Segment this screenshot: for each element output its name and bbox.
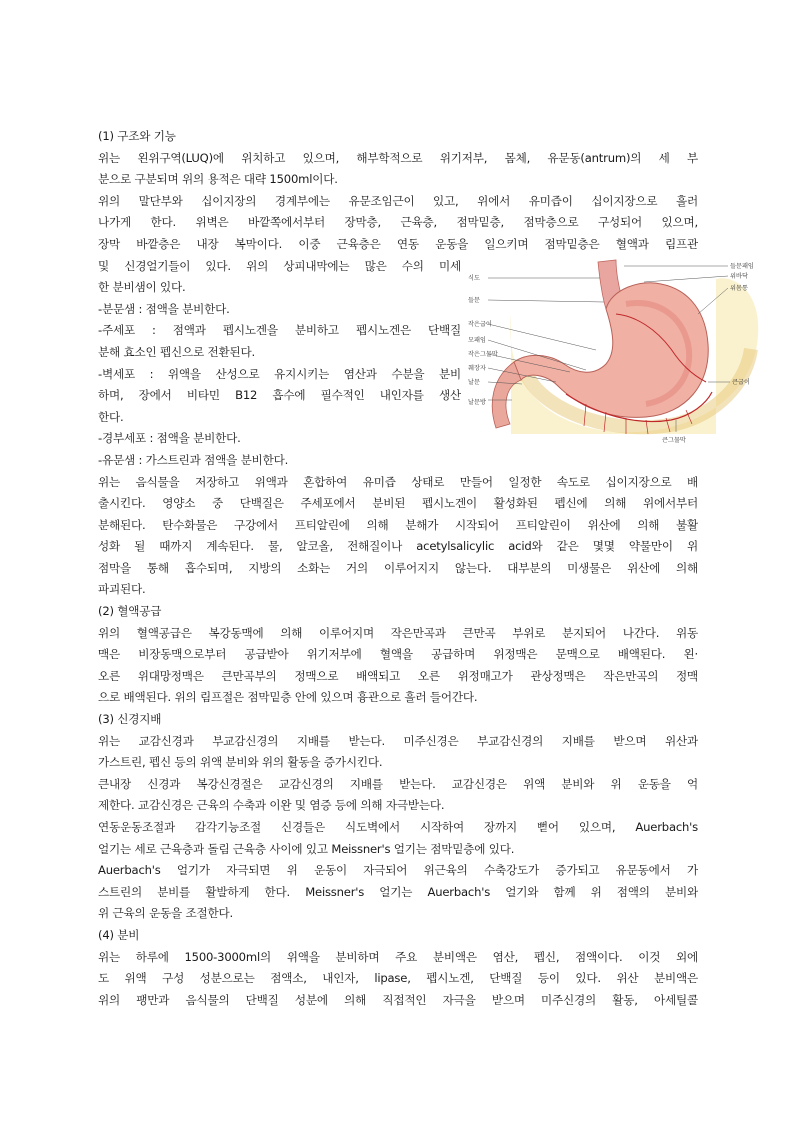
label-greater-curvature: 큰굽이 — [732, 379, 750, 386]
body-line: 도 위액 구성 성분으로는 점액소, 내인자, lipase, 펩시노겐, 단백질 등이 있다. 위산 분비액은 — [98, 971, 698, 986]
body-line: 성화 될 때까지 계속된다. 물, 알코올, 전해질이나 acetylsalicylic acid와 같은 몇몇 약물만이 위 — [98, 539, 698, 554]
label-greater-omentum: 큰그물막 — [662, 437, 686, 444]
body-line: 분으로 구분되며 위의 용적은 대략 1500ml이다. — [98, 172, 338, 187]
body-line: 위의 말단부와 십이지장의 경계부에는 유문조임근이 있고, 위에서 유미즙이 십이지장으로 흘러 — [98, 193, 698, 208]
label-pancreas: 췌장자 — [468, 365, 486, 372]
body-line: 분해된다. 탄수화물은 구강에서 프티알린에 의해 분해가 시작되어 프티알린이 위산에 의해 불활 — [98, 517, 698, 532]
label-cardia: 들문 — [468, 297, 480, 304]
list-item: -벽세포 : 위액을 산성으로 유지시키는 염산과 수분을 분비 — [98, 366, 461, 381]
list-item: 한다. — [98, 409, 124, 424]
label-angular-notch: 모패임 — [468, 337, 486, 344]
body-line: 얼기는 세로 근육층과 돌림 근육층 사이에 있고 Meissner's 얼기는 점막밑층에 있다. — [98, 841, 515, 856]
body-line: 연동운동조절과 감각기능조절 신경들은 식도벽에서 시작하여 장까지 뻗어 있으며, Auerbach's — [98, 820, 698, 834]
body-line: 한 분비샘이 있다. — [98, 280, 186, 295]
stomach-anatomy-figure — [466, 254, 774, 446]
body-line: 위의 팽만과 음식물의 단백질 성분에 의해 직접적인 자극을 받으며 미주신경의 활동, 아세틸콜 — [98, 992, 698, 1007]
body-line: 및 신경얼기들이 있다. 위의 상피내막에는 많은 수의 미세 — [98, 258, 461, 273]
body-line: 오른 위대망정맥은 큰만곡부의 정맥으로 배액되고 오른 위정매고가 관상정맥은 작은만곡의 정맥 — [98, 668, 698, 683]
body-line: 장막 바깥층은 내장 복막이다. 이중 근육층은 연동 운동을 일으키며 점막밑층은 혈액과 림프관 — [98, 236, 698, 251]
body-line: 위의 혈액공급은 복강동맥에 의해 이루어지며 작은만곡과 큰만곡 부위로 분지되어 나간다. 위동 — [98, 625, 698, 640]
list-item: 분해 효소인 펩신으로 전환된다. — [98, 344, 255, 359]
label-body: 위몸통 — [730, 285, 748, 292]
body-line: 으로 배액된다. 위의 림프절은 점막밑층 안에 있으며 흉관으로 흘러 들어간다. — [98, 690, 478, 705]
list-item: -유문샘 : 가스트린과 점액을 분비한다. — [98, 452, 289, 467]
body-line: 점막을 통해 흡수되며, 지방의 소화는 거의 이루어지지 않는다. 대부분의 미생물은 위산에 의해 — [98, 560, 698, 575]
body-line: 맥은 비장동맥으로부터 공급받아 위기저부에 혈액을 공급하며 위정맥은 문맥으로 배액된다. 왼· — [98, 647, 698, 662]
label-fundus: 위바닥 — [730, 273, 748, 280]
body-line: 가스트린, 펩신 등의 위액 분비와 위의 활동을 증가시킨다. — [98, 755, 383, 770]
label-esophagus: 식도 — [468, 275, 480, 282]
label-lesser-curvature: 작은굽이 — [468, 321, 492, 328]
body-line: 위는 왼위구역(LUQ)에 위치하고 있으며, 해부학적으로 위기저부, 몸체, 유문동(antrum)의 세 부 — [98, 150, 698, 165]
body-line: 위는 하루에 1500-3000ml의 위액을 분비하며 주요 분비액은 염산, 펩신, 점액이다. 이것 외에 — [98, 949, 698, 964]
list-item: -주세포 : 점액과 펩시노겐을 분비하고 펩시노겐은 단백질 — [98, 323, 461, 338]
list-item: -분문샘 : 점액을 분비한다. — [98, 301, 230, 316]
body-line: 위 근육의 운동을 조절한다. — [98, 906, 233, 921]
label-lesser-omentum: 작은그물막 — [468, 351, 498, 358]
list-item: 하며, 장에서 비타민 B12 흡수에 필수적인 내인자를 생산 — [98, 388, 461, 403]
body-line: 제한다. 교감신경은 근육의 수축과 이완 및 염증 등에 의해 자극받는다. — [98, 798, 445, 813]
label-pylorus: 날문 — [468, 379, 480, 386]
section-heading: (1) 구조와 기능 — [98, 129, 176, 143]
body-line: Auerbach's 얼기가 자극되면 위 운동이 자극되어 위근육의 수축강도가 증가되고 유문동에서 가 — [98, 863, 698, 878]
stomach-illustration — [466, 254, 774, 446]
body-line: 파괴된다. — [98, 582, 146, 597]
list-item: -경부세포 : 점액을 분비한다. — [98, 431, 241, 446]
body-line: 스트린의 분비를 활발하게 한다. Meissner's 얼기는 Auerbach's 얼기와 함께 위 점액의 분비와 — [98, 884, 698, 899]
section-heading: (4) 분비 — [98, 927, 140, 942]
section-heading: (3) 신경지배 — [98, 712, 162, 727]
body-line: 큰내장 신경과 복강신경절은 교감신경의 지배를 받는다. 교감신경은 위액 분비와 위 운동을 억 — [98, 776, 698, 791]
section-heading: (2) 혈액공급 — [98, 604, 162, 619]
label-pyloric-antrum: 날문방 — [468, 399, 486, 406]
body-line: 나가게 한다. 위벽은 바깥쪽에서부터 장막층, 근육층, 점막밑층, 점막층으로 구성되어 있으며, — [98, 215, 698, 230]
body-line: 위는 음식물을 저장하고 위액과 혼합하여 유미즙 상태로 만들어 일정한 속도로 십이지장으로 배 — [98, 474, 698, 489]
body-line: 출시킨다. 영양소 중 단백질은 주세포에서 분비된 펩시노겐이 활성화된 펩신에 의해 위에서부터 — [98, 496, 698, 511]
body-line: 위는 교감신경과 부교감신경의 지배를 받는다. 미주신경은 부교감신경의 지배를 받으며 위산과 — [98, 733, 698, 748]
label-cardiac-notch: 들문패임 — [730, 263, 754, 270]
